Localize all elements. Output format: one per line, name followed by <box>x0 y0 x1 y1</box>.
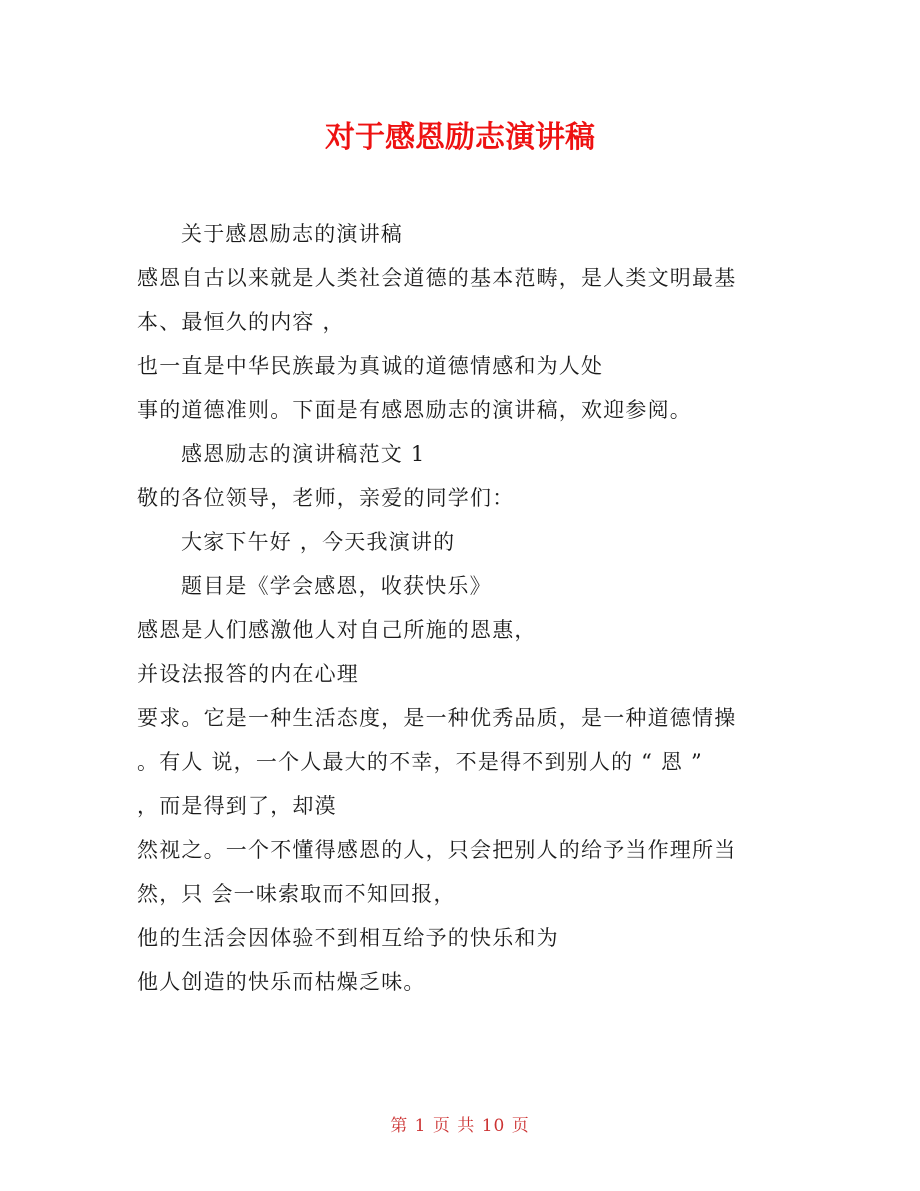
text-line: 他人创造的快乐而枯燥乏味。 <box>137 970 426 994</box>
text-line: 然视之。一个不懂得感恩的人，只会把别人的给予当作理所当 <box>137 838 737 862</box>
text-line: 感恩是人们感激他人对自己所施的恩惠， <box>137 618 537 642</box>
text-line: 感恩自古以来就是人类社会道德的基本范畴，是人类文明最基 <box>137 266 737 290</box>
text-line: 事的道德准则。下面是有感恩励志的演讲稿，欢迎参阅。 <box>137 398 692 422</box>
text-line: 然，只 会一味索取而不知回报， <box>137 882 456 906</box>
text-line: 本、最恒久的内容 ， <box>137 310 345 334</box>
document-body <box>137 212 787 1004</box>
text-line: 大家下午好 ，今天我演讲的 <box>181 530 456 554</box>
page-number-footer: 第 1 页 共 10 页 <box>390 1116 530 1136</box>
text-line: 。有人 说，一个人最大的不幸，不是得不到别人的 “ 恩 ” <box>137 750 703 774</box>
section-heading: 感恩励志的演讲稿范文 1 <box>181 442 426 466</box>
text-line: 并设法报答的内在心理 <box>137 662 359 686</box>
text-line: 也一直是中华民族最为真诚的道德情感和为人处 <box>137 354 604 378</box>
document-title: 对于感恩励志演讲稿 <box>325 120 595 155</box>
text-line: 关于感恩励志的演讲稿 <box>181 222 403 246</box>
text-line: ，而是得到了，却漠 <box>137 794 337 818</box>
text-line: 要求。它是一种生活态度，是一种优秀品质，是一种道德情操 <box>137 706 737 730</box>
text-line: 他的生活会因体验不到相互给予的快乐和为 <box>137 926 559 950</box>
text-line: 题目是《学会感恩，收获快乐》 <box>181 574 492 598</box>
text-line: 敬的各位领导，老师，亲爱的同学们： <box>137 486 515 510</box>
